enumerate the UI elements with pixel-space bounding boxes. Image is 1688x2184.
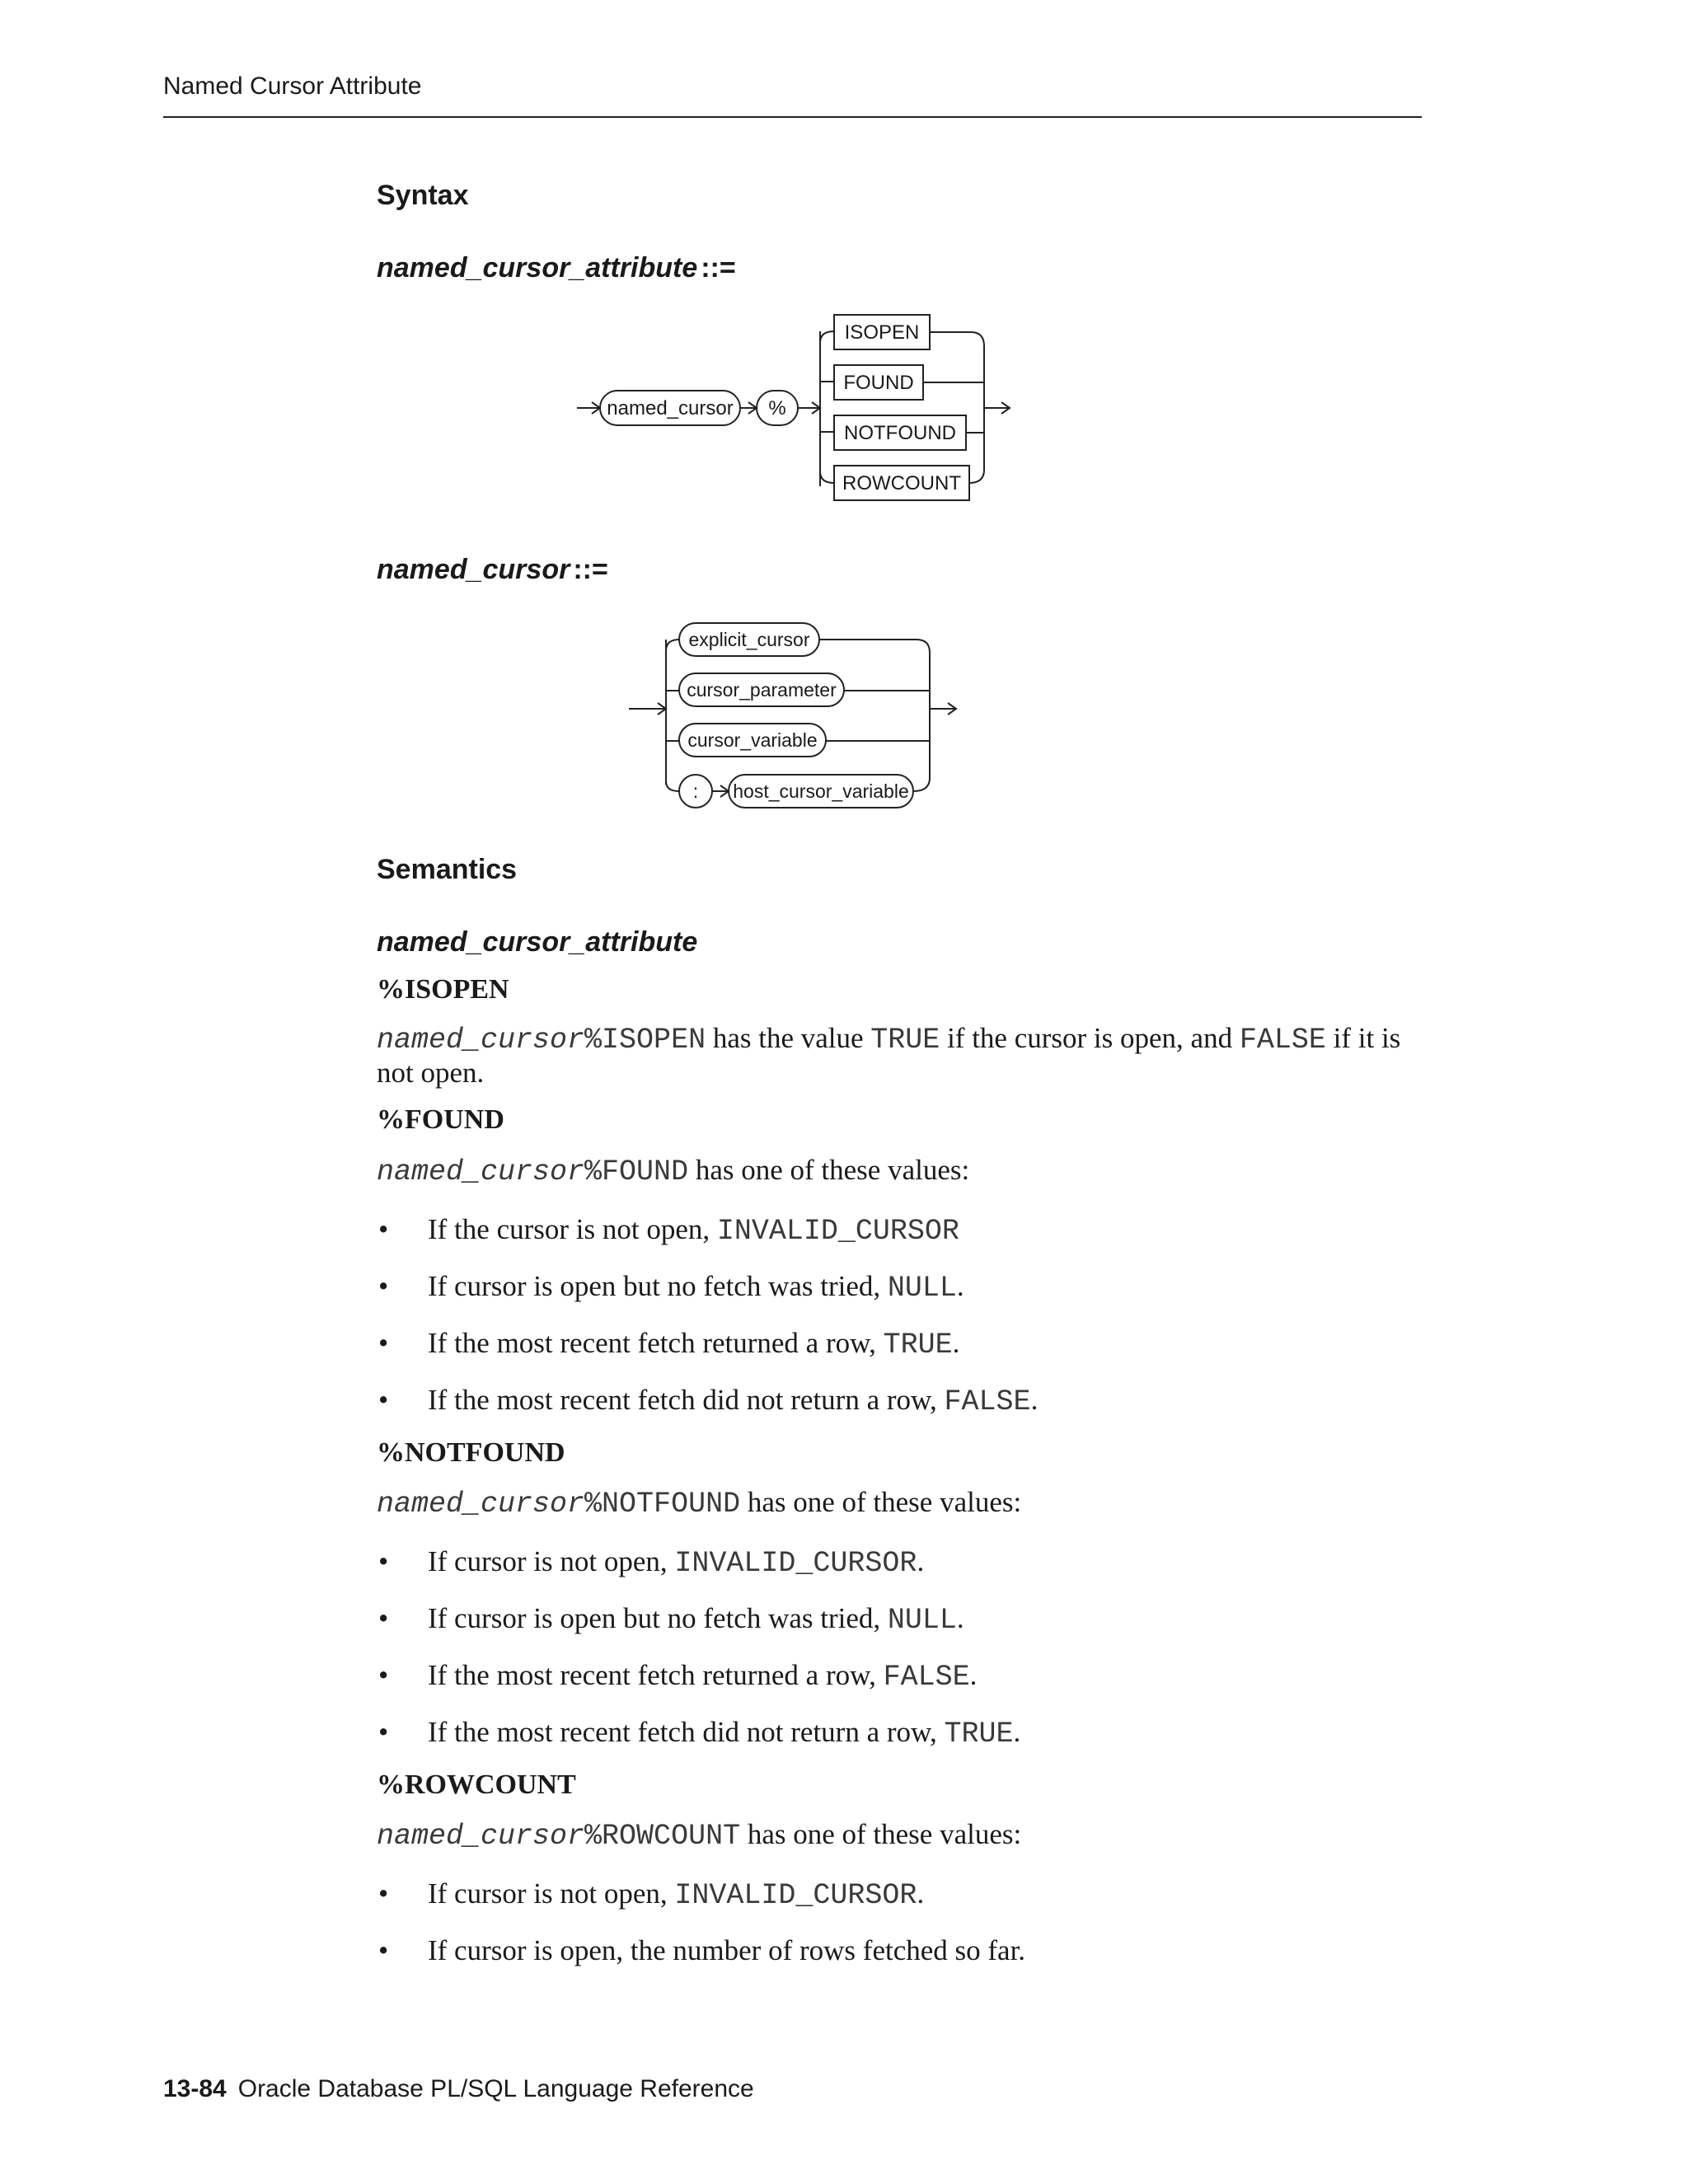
- rule-op: ::=: [573, 554, 608, 585]
- text: If cursor is open but no fetch was tried,: [428, 1270, 888, 1302]
- diagram-choice-found: FOUND: [843, 372, 914, 394]
- isopen-heading: %ISOPEN: [377, 974, 509, 1005]
- text: .: [952, 1327, 960, 1359]
- list-item: • If the most recent fetch did not return a row, TRUE.: [378, 1716, 1021, 1750]
- code: FALSE: [944, 1385, 1031, 1418]
- text: If cursor is not open,: [428, 1877, 675, 1910]
- syntax-diagram-named-cursor: [0, 577, 1688, 824]
- semantics-subheading: named_cursor_attribute: [377, 926, 698, 958]
- diagram-choice-cursor-variable: cursor_variable: [687, 729, 818, 751]
- diagram-node-percent: %: [768, 397, 786, 419]
- text: has the value: [706, 1022, 871, 1054]
- expr-mono: %ISOPEN: [584, 1024, 706, 1057]
- text: If the most recent fetch returned a row,: [428, 1327, 884, 1359]
- found-heading: %FOUND: [377, 1104, 504, 1135]
- list-item: • If cursor is open but no fetch was tried, NULL.: [378, 1602, 964, 1637]
- expr-mono: %ROWCOUNT: [584, 1820, 741, 1853]
- diagram-node-named-cursor: named_cursor: [607, 397, 734, 419]
- rowcount-intro: [377, 1818, 1407, 1853]
- page-footer: [163, 2075, 754, 2103]
- text: If the most recent fetch returned a row,: [428, 1659, 884, 1691]
- expr-mono: %NOTFOUND: [584, 1488, 741, 1521]
- expr-italic: named_cursor: [377, 1155, 585, 1188]
- text: If the most recent fetch did not return a row,: [428, 1716, 945, 1748]
- list-item: • If the cursor is not open, INVALID_CURSOR: [378, 1213, 959, 1248]
- code: NULL: [887, 1604, 957, 1637]
- expr-italic: named_cursor: [377, 1488, 585, 1521]
- text: has one of these values:: [740, 1818, 1022, 1850]
- code: INVALID_CURSOR: [674, 1879, 917, 1912]
- syntax-diagram-named-cursor-attribute: [0, 0, 1688, 536]
- text: If the cursor is not open,: [428, 1213, 717, 1245]
- isopen-description: [377, 1022, 1407, 1090]
- rowcount-heading: %ROWCOUNT: [377, 1769, 576, 1800]
- code: FALSE: [1239, 1024, 1326, 1057]
- text: .: [1030, 1384, 1039, 1416]
- notfound-intro: [377, 1486, 1407, 1521]
- text: .: [917, 1877, 925, 1910]
- rule-name: named_cursor: [377, 554, 570, 585]
- text: .: [1013, 1716, 1021, 1748]
- text: .: [956, 1270, 964, 1302]
- diagram-node-host-cursor-variable: host_cursor_variable: [733, 780, 909, 802]
- list-item: • If cursor is open but no fetch was tried, NULL.: [378, 1270, 964, 1305]
- expr-mono: %FOUND: [584, 1155, 689, 1188]
- text: has one of these values:: [740, 1486, 1022, 1518]
- code: TRUE: [870, 1024, 940, 1057]
- list-item: • If the most recent fetch did not return a row, FALSE.: [378, 1384, 1039, 1418]
- code: TRUE: [944, 1718, 1014, 1750]
- text: .: [969, 1659, 978, 1691]
- code: INVALID_CURSOR: [716, 1215, 959, 1248]
- text: .: [917, 1545, 925, 1577]
- list-item: • If cursor is open, the number of rows fetched so far.: [378, 1934, 1026, 1966]
- text: .: [956, 1602, 964, 1634]
- diagram-choice-cursor-parameter: cursor_parameter: [687, 679, 837, 701]
- list-item: • If the most recent fetch returned a row, TRUE.: [378, 1327, 960, 1361]
- code: NULL: [887, 1272, 957, 1305]
- text: If cursor is open but no fetch was tried,: [428, 1602, 888, 1634]
- expr-italic: named_cursor: [377, 1820, 585, 1853]
- syntax-heading: Syntax: [377, 180, 469, 211]
- text: If cursor is open, the number of rows fetched so far.: [428, 1934, 1026, 1966]
- expr-italic: named_cursor: [377, 1024, 585, 1057]
- code: TRUE: [883, 1329, 953, 1361]
- rule-name: named_cursor_attribute: [377, 252, 698, 284]
- found-intro: [377, 1154, 1407, 1188]
- text: if the cursor is open, and: [940, 1022, 1240, 1054]
- diagram-choice-notfound: NOTFOUND: [844, 422, 956, 444]
- running-header: Named Cursor Attribute: [163, 73, 422, 100]
- text: If the most recent fetch did not return a row,: [428, 1384, 945, 1416]
- diagram-choice-rowcount: ROWCOUNT: [842, 472, 961, 494]
- semantics-heading: Semantics: [377, 854, 518, 885]
- diagram-node-colon: :: [692, 780, 699, 802]
- notfound-heading: %NOTFOUND: [377, 1437, 565, 1468]
- text: if it is not open.: [377, 1022, 1401, 1089]
- diagram-choice-explicit-cursor: explicit_cursor: [688, 629, 810, 650]
- text: If cursor is not open,: [428, 1545, 675, 1577]
- code: INVALID_CURSOR: [674, 1547, 917, 1580]
- code: FALSE: [883, 1661, 970, 1694]
- list-item: • If cursor is not open, INVALID_CURSOR.: [378, 1877, 925, 1912]
- book-title: Oracle Database PL/SQL Language Reference: [237, 2075, 754, 2102]
- list-item: • If the most recent fetch returned a row, FALSE.: [378, 1659, 978, 1694]
- text: has one of these values:: [688, 1154, 970, 1186]
- diagram-choice-isopen: ISOPEN: [844, 321, 920, 344]
- page-number: 13-84: [163, 2075, 227, 2102]
- list-item: • If cursor is not open, INVALID_CURSOR.: [378, 1545, 925, 1580]
- rule-op: ::=: [701, 252, 736, 284]
